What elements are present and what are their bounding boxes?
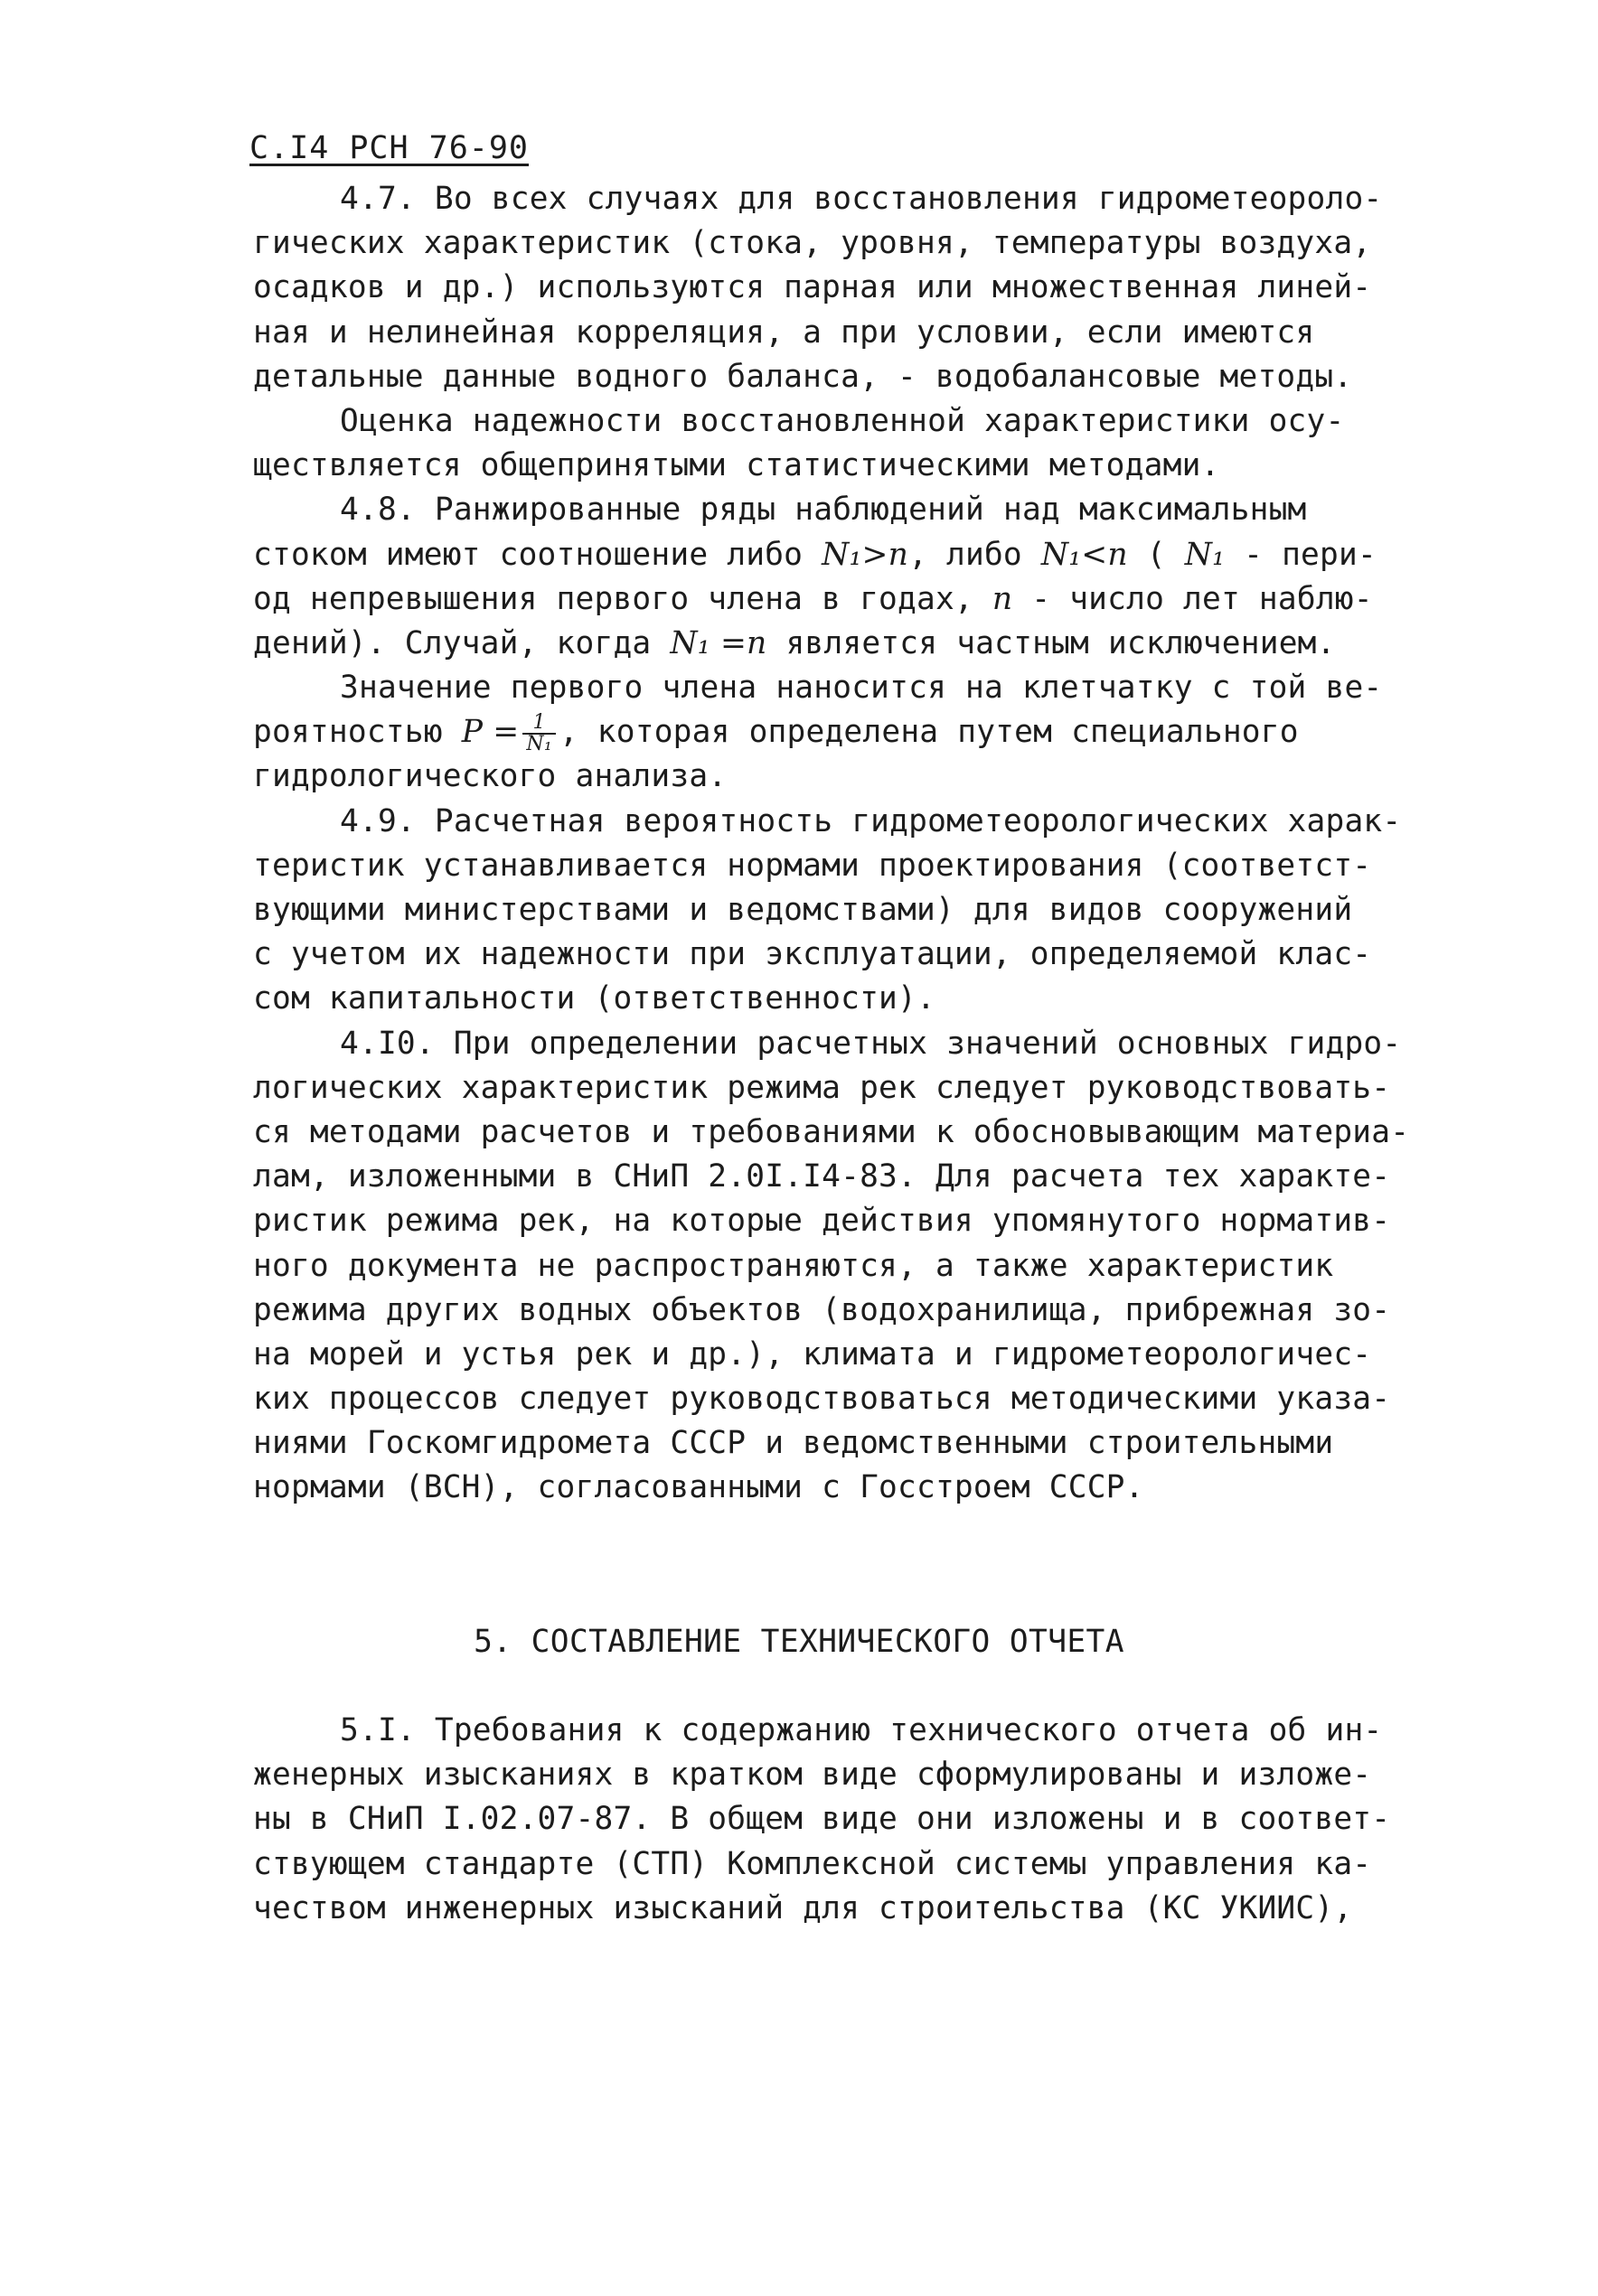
paragraph-line: Оценка надежности восстановленной характеристики осу- bbox=[340, 402, 1345, 439]
paragraph-line: логических характеристик режима рек следует руководствовать- bbox=[253, 1069, 1391, 1106]
paragraph-line bbox=[253, 622, 1374, 666]
page-header: С.I4 РСН 76-90 bbox=[249, 130, 530, 166]
paragraph-line: ного документа не распространяются, а также характеристик bbox=[253, 1247, 1334, 1284]
paragraph-line: ниями Госкомгидромета СССР и ведомственными строительными bbox=[253, 1425, 1334, 1462]
paragraph-line: 4.9. Расчетная вероятность гидрометеорологических харак- bbox=[340, 802, 1402, 839]
formula: N₁>n bbox=[822, 536, 909, 573]
paragraph-line: ществляется общепринятыми статистическими методами. bbox=[253, 447, 1220, 484]
text-run: дений). Случай, когда bbox=[253, 624, 671, 661]
fraction-denominator: N₁ bbox=[526, 732, 552, 755]
paragraph-line: гических характеристик (стока, уровня, температуры воздуха, bbox=[253, 225, 1372, 262]
paragraph-line bbox=[253, 710, 1374, 754]
text-run: роятностью bbox=[253, 714, 462, 751]
paragraph-line: детальные данные водного баланса, - водобалансовые методы. bbox=[253, 358, 1353, 395]
text-run: , либо bbox=[908, 536, 1041, 573]
paragraph-line: лам, изложенными в СНиП 2.0I.I4-83. Для расчета тех характе- bbox=[253, 1158, 1391, 1195]
paragraph-line: сом капитальности (ответственности). bbox=[253, 980, 935, 1017]
formula: P = bbox=[461, 714, 520, 751]
paragraph-line: 4.I0. При определении расчетных значений основных гидро- bbox=[340, 1025, 1402, 1062]
text-run: стоком имеют соотношение либо bbox=[253, 536, 822, 573]
text-run: - пери- bbox=[1225, 536, 1377, 573]
paragraph-line: ствующем стандарте (СТП) Комплексной системы управления ка- bbox=[253, 1845, 1372, 1882]
paragraph-line: ны в СНиП I.02.07-87. В общем виде они изложены и в соответ- bbox=[253, 1801, 1391, 1838]
text-run: ( bbox=[1127, 536, 1185, 573]
paragraph-line: на морей и устья рек и др.), климата и гидрометеорологичес- bbox=[253, 1335, 1372, 1373]
paragraph-line: ся методами расчетов и требованиями к обосновывающим материа- bbox=[253, 1113, 1410, 1150]
paragraph-line: 4.8. Ранжированные ряды наблюдений над максимальным bbox=[340, 492, 1307, 529]
paragraph-line: режима других водных объектов (водохранилища, прибрежная зо- bbox=[253, 1291, 1391, 1328]
paragraph-line: ристик режима рек, на которые действия упомянутого норматив- bbox=[253, 1203, 1391, 1240]
formula: N₁ bbox=[1184, 536, 1226, 573]
paragraph-line: ких процессов следует руководствоваться методическими указа- bbox=[253, 1381, 1391, 1418]
text-run: - число лет наблю- bbox=[1012, 580, 1373, 617]
paragraph-line: Значение первого члена наносится на клетчатку с той ве- bbox=[340, 670, 1383, 707]
paragraph-line: женерных изысканиях в кратком виде сформулированы и изложе- bbox=[253, 1757, 1372, 1794]
formula: N₁ =n bbox=[670, 624, 767, 661]
paragraph-line: теристик устанавливается нормами проектирования (соответст- bbox=[253, 847, 1372, 884]
paragraph-line: гидрологического анализа. bbox=[253, 758, 728, 795]
text-run: является частным исключением. bbox=[766, 624, 1336, 661]
paragraph-line: с учетом их надежности при эксплуатации, определяемой клас- bbox=[253, 936, 1372, 973]
fraction-numerator: 1 bbox=[522, 713, 555, 735]
paragraph-line: 4.7. Во всех случаях для восстановления гидрометеороло- bbox=[340, 181, 1383, 217]
section-5-text bbox=[253, 1709, 1391, 1931]
paragraph-line: осадков и др.) используются парная или множественная линей- bbox=[253, 269, 1372, 306]
text-run: , которая определена путем специального bbox=[559, 714, 1299, 751]
paragraph-line bbox=[253, 577, 1374, 622]
text-run: од непревышения первого члена в годах, bbox=[253, 580, 992, 617]
section-5-title: 5. СОСТАВЛЕНИЕ ТЕХНИЧЕСКОГО ОТЧЕТА bbox=[474, 1624, 1124, 1660]
paragraph-line: вующими министерствами и ведомствами) для видов сооружений bbox=[253, 892, 1353, 928]
section-4-text bbox=[253, 177, 1410, 1511]
paragraph-line bbox=[253, 533, 1377, 577]
paragraph-line: чеством инженерных изысканий для строительства (КС УКИИС), bbox=[253, 1889, 1353, 1926]
paragraph-line: 5.I. Требования к содержанию технического отчета об ин- bbox=[340, 1712, 1383, 1748]
paragraph-line: ная и нелинейная корреляция, а при условии, если имеются bbox=[253, 314, 1315, 351]
fraction bbox=[522, 710, 555, 755]
formula: N₁<n bbox=[1040, 536, 1128, 573]
paragraph-line: нормами (ВСН), согласованными с Госстроем СССР. bbox=[253, 1469, 1144, 1506]
formula: n bbox=[992, 580, 1013, 617]
